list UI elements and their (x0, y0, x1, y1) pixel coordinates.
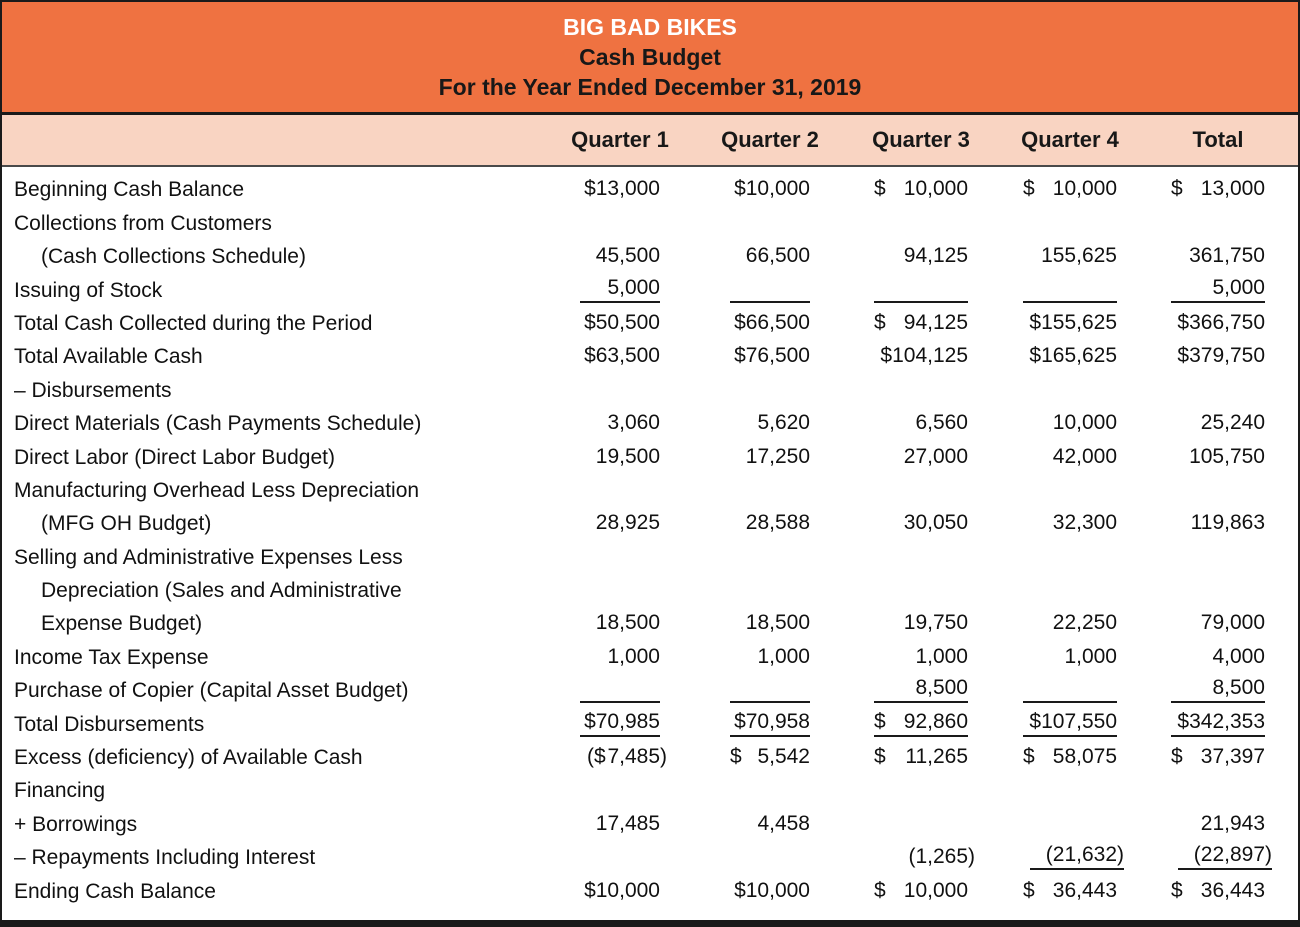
column-header-quarter-3: Quarter 3 (872, 127, 970, 152)
amount-cell (968, 674, 1117, 707)
row-label: Expense Budget) (41, 612, 203, 636)
amount: 45,500 (595, 244, 660, 268)
amount: 32,300 (1052, 511, 1117, 535)
amount-cell (968, 507, 1117, 540)
amount-cell (968, 173, 1117, 206)
amount-cell (968, 240, 1117, 273)
amount-cell (660, 440, 810, 473)
amount: $ 13,000 (1171, 177, 1265, 201)
amount-cell (810, 874, 968, 907)
row-label: Purchase of Copier (Capital Asset Budget) (14, 679, 409, 703)
amount-cell (660, 774, 810, 807)
amount-cell (810, 607, 968, 640)
amount-cell (968, 307, 1117, 340)
table-row (2, 507, 1298, 540)
amount: 155,625 (1041, 244, 1117, 268)
amount-cell (660, 540, 810, 573)
row-label: Collections from Customers (14, 211, 272, 235)
amount: $10,000 (584, 878, 660, 902)
amount: 28,925 (595, 511, 660, 535)
amount-cell (810, 173, 968, 206)
row-label: Selling and Administrative Expenses Less (14, 545, 403, 569)
amount: $ 94,125 (874, 310, 968, 334)
amount-cell (1117, 540, 1265, 573)
table-row (2, 173, 1298, 206)
amount-cell (968, 640, 1117, 673)
amount-cell (1117, 373, 1265, 406)
amount: $165,625 (1029, 344, 1117, 368)
amount-cell (968, 206, 1117, 239)
amount-cell (1117, 674, 1265, 707)
table-row (2, 707, 1298, 740)
amount-cell (660, 807, 810, 840)
amount: 66,500 (745, 244, 810, 268)
amount-cell (810, 507, 968, 540)
amount-cell (810, 707, 968, 740)
amount-cell (1117, 607, 1265, 640)
amount-cell (540, 874, 660, 907)
underlined-amount (1023, 300, 1117, 303)
underlined-amount (730, 300, 810, 303)
title-band (2, 2, 1298, 115)
amount-cell (1117, 874, 1265, 907)
row-label: Direct Materials (Cash Payments Schedule) (14, 412, 422, 436)
amount: $379,750 (1177, 344, 1265, 368)
amount-cell (540, 474, 660, 507)
amount-cell (968, 440, 1117, 473)
row-label: – Repayments Including Interest (14, 846, 316, 870)
row-label: Issuing of Stock (14, 278, 163, 302)
amount: 17,485 (595, 811, 660, 835)
underlined-amount (730, 700, 810, 703)
amount-cell (810, 574, 968, 607)
amount: 30,050 (903, 511, 968, 535)
table-row (2, 373, 1298, 406)
amount-cell (540, 206, 660, 239)
amount: 28,588 (745, 511, 810, 535)
row-label: Beginning Cash Balance (14, 178, 244, 202)
amount: 19,750 (903, 611, 968, 635)
amount: $ 36,443 (1023, 878, 1117, 902)
amount: $10,000 (734, 878, 810, 902)
amount: $ 36,443 (1171, 878, 1265, 902)
row-label: Total Available Cash (14, 345, 203, 369)
underlined-amount (580, 700, 660, 703)
amount-cell (810, 841, 975, 874)
table-row (2, 307, 1298, 340)
amount: $ 10,000 (1023, 177, 1117, 201)
amount: 18,500 (595, 611, 660, 635)
amount-cell (810, 640, 968, 673)
amount-cell (540, 273, 660, 306)
table-row (2, 841, 1298, 874)
amount-cell (660, 674, 810, 707)
amount-cell (1117, 640, 1265, 673)
amount-cell (810, 206, 968, 239)
underlined-amount: $107,550 (1023, 710, 1117, 737)
amount: $76,500 (734, 344, 810, 368)
amount: 5,620 (757, 411, 810, 435)
amount: $ 11,265 (874, 745, 968, 769)
amount-cell (810, 774, 968, 807)
amount-cell (1117, 741, 1265, 774)
amount-cell (1117, 440, 1265, 473)
amount: $ 5,542 (730, 745, 810, 769)
row-label: Ending Cash Balance (14, 879, 216, 903)
amount-cell (660, 240, 810, 273)
amount-cell (968, 607, 1117, 640)
amount-cell (660, 307, 810, 340)
amount-cell (660, 206, 810, 239)
row-label: (Cash Collections Schedule) (41, 245, 306, 269)
amount-cell (810, 340, 968, 373)
amount-cell (968, 407, 1117, 440)
table-row (2, 407, 1298, 440)
underlined-amount: 8,500 (874, 676, 968, 703)
amount-cell (810, 307, 968, 340)
amount: 21,943 (1200, 811, 1265, 835)
amount-cell (968, 540, 1117, 573)
amount-cell (968, 707, 1117, 740)
amount-cell (540, 574, 660, 607)
amount-cell (540, 774, 660, 807)
amount: 17,250 (745, 444, 810, 468)
amount-cell (660, 407, 810, 440)
amount: 1,000 (607, 644, 660, 668)
amount-cell (1117, 841, 1272, 874)
amount-cell (968, 340, 1117, 373)
amount-cell (540, 307, 660, 340)
table-row (2, 874, 1298, 907)
amount: 361,750 (1189, 244, 1265, 268)
underlined-amount: (22,897) (1178, 843, 1272, 870)
amount-cell (660, 507, 810, 540)
underlined-amount: $ 92,860 (874, 710, 968, 737)
amount: ($ 7,485) (587, 745, 667, 769)
row-label: Income Tax Expense (14, 645, 209, 669)
table-row (2, 206, 1298, 239)
report-period: For the Year Ended December 31, 2019 (438, 74, 862, 100)
underlined-amount: 5,000 (1171, 276, 1265, 303)
amount-cell (660, 841, 810, 874)
amount-cell (810, 807, 968, 840)
amount-cell (540, 607, 660, 640)
amount: 22,250 (1052, 611, 1117, 635)
amount: $ 58,075 (1023, 745, 1117, 769)
table-row (2, 640, 1298, 673)
amount: 94,125 (903, 244, 968, 268)
amount-cell (540, 807, 660, 840)
table-row (2, 774, 1298, 807)
amount-cell (968, 807, 1117, 840)
table-row (2, 440, 1298, 473)
amount-cell (540, 407, 660, 440)
amount-cell (660, 607, 810, 640)
amount-cell (1117, 507, 1265, 540)
amount-cell (1117, 807, 1265, 840)
amount-cell (660, 273, 810, 306)
row-label: Excess (deficiency) of Available Cash (14, 746, 363, 770)
amount-cell (810, 474, 968, 507)
amount-cell (1117, 774, 1265, 807)
amount-cell (810, 741, 968, 774)
amount: 6,560 (915, 411, 968, 435)
amount-cell (1117, 173, 1265, 206)
row-label: Manufacturing Overhead Less Depreciation (14, 478, 420, 502)
underlined-amount (874, 300, 968, 303)
amount: 27,000 (903, 444, 968, 468)
table-row (2, 474, 1298, 507)
amount-cell (660, 741, 810, 774)
underlined-amount: 5,000 (580, 276, 660, 303)
row-label: (MFG OH Budget) (41, 512, 212, 536)
amount-cell (1117, 273, 1265, 306)
amount-cell (540, 507, 660, 540)
amount-cell (1117, 340, 1265, 373)
amount-cell (540, 173, 660, 206)
underlined-amount: $342,353 (1171, 710, 1265, 737)
amount: 119,863 (1190, 511, 1265, 535)
row-label: Total Cash Collected during the Period (14, 311, 373, 335)
amount-cell (540, 707, 660, 740)
amount: 1,000 (915, 644, 968, 668)
amount-cell (1117, 206, 1265, 239)
amount-cell (968, 874, 1117, 907)
amount-cell (660, 874, 810, 907)
row-label: Total Disbursements (14, 712, 205, 736)
amount-cell (968, 474, 1117, 507)
amount-cell (810, 407, 968, 440)
amount: 18,500 (745, 611, 810, 635)
amount: 1,000 (1064, 644, 1117, 668)
amount-cell (968, 741, 1117, 774)
amount: $ 10,000 (874, 177, 968, 201)
amount: $155,625 (1029, 310, 1117, 334)
amount-cell (660, 474, 810, 507)
amount-cell (1117, 407, 1265, 440)
table-row (2, 574, 1298, 607)
amount-cell (810, 540, 968, 573)
underlined-amount: 8,500 (1171, 676, 1265, 703)
amount-cell (660, 373, 810, 406)
underlined-amount (1023, 700, 1117, 703)
amount-cell (1117, 574, 1265, 607)
amount: 19,500 (595, 444, 660, 468)
amount-cell (810, 373, 968, 406)
row-label: Financing (14, 779, 106, 803)
amount-cell (540, 340, 660, 373)
amount-cell (968, 774, 1117, 807)
report-title: Cash Budget (579, 44, 721, 70)
column-header-quarter-1: Quarter 1 (571, 127, 669, 152)
row-label: Direct Labor (Direct Labor Budget) (14, 445, 335, 469)
amount-cell (540, 373, 660, 406)
column-header-quarter-4: Quarter 4 (1021, 127, 1119, 152)
table-row (2, 674, 1298, 707)
amount-cell (540, 540, 660, 573)
amount-cell (540, 240, 660, 273)
amount: $63,500 (584, 344, 660, 368)
amount: 105,750 (1189, 444, 1265, 468)
amount-cell (810, 273, 968, 306)
amount-cell (1117, 474, 1265, 507)
underlined-amount: $70,985 (580, 710, 660, 737)
row-label: + Borrowings (14, 812, 138, 836)
amount: 10,000 (1052, 411, 1117, 435)
amount: 3,060 (607, 411, 660, 435)
amount-cell (810, 674, 968, 707)
amount-cell (540, 841, 660, 874)
amount-cell (968, 841, 1124, 874)
amount-cell (540, 741, 667, 774)
amount: $13,000 (584, 177, 660, 201)
amount-cell (968, 574, 1117, 607)
table-row (2, 240, 1298, 273)
amount-cell (968, 273, 1117, 306)
amount-cell (660, 340, 810, 373)
amount-cell (660, 640, 810, 673)
amount-cell (968, 373, 1117, 406)
amount-cell (1117, 707, 1265, 740)
table-row (2, 340, 1298, 373)
column-header-band (2, 115, 1298, 167)
amount: 4,458 (757, 811, 810, 835)
budget-table-body (2, 167, 1298, 908)
table-row (2, 741, 1298, 774)
amount: $366,750 (1177, 310, 1265, 334)
amount-cell (1117, 307, 1265, 340)
table-row (2, 807, 1298, 840)
amount-cell (540, 674, 660, 707)
amount: 79,000 (1200, 611, 1265, 635)
amount: $104,125 (880, 344, 968, 368)
underlined-amount: $70,958 (730, 710, 810, 737)
company-name: BIG BAD BIKES (563, 14, 737, 40)
amount-cell (660, 707, 810, 740)
amount: (1,265) (908, 845, 975, 869)
amount-cell (660, 173, 810, 206)
table-row (2, 607, 1298, 640)
amount: 25,240 (1200, 411, 1265, 435)
amount-cell (540, 440, 660, 473)
amount: $50,500 (584, 310, 660, 334)
amount: $66,500 (734, 310, 810, 334)
column-header-quarter-2: Quarter 2 (721, 127, 819, 152)
amount: $ 37,397 (1171, 745, 1265, 769)
row-label: – Disbursements (14, 378, 172, 402)
amount: 4,000 (1212, 644, 1265, 668)
amount-cell (810, 240, 968, 273)
column-header-total: Total (1192, 127, 1244, 152)
amount-cell (1117, 240, 1265, 273)
amount-cell (540, 640, 660, 673)
amount: $ 10,000 (874, 878, 968, 902)
amount: 42,000 (1052, 444, 1117, 468)
amount-cell (810, 440, 968, 473)
amount: 1,000 (757, 644, 810, 668)
amount-cell (660, 574, 810, 607)
table-row (2, 273, 1298, 306)
table-row (2, 540, 1298, 573)
underlined-amount: (21,632) (1030, 843, 1124, 870)
row-label: Depreciation (Sales and Administrative (41, 579, 402, 603)
amount: $10,000 (734, 177, 810, 201)
